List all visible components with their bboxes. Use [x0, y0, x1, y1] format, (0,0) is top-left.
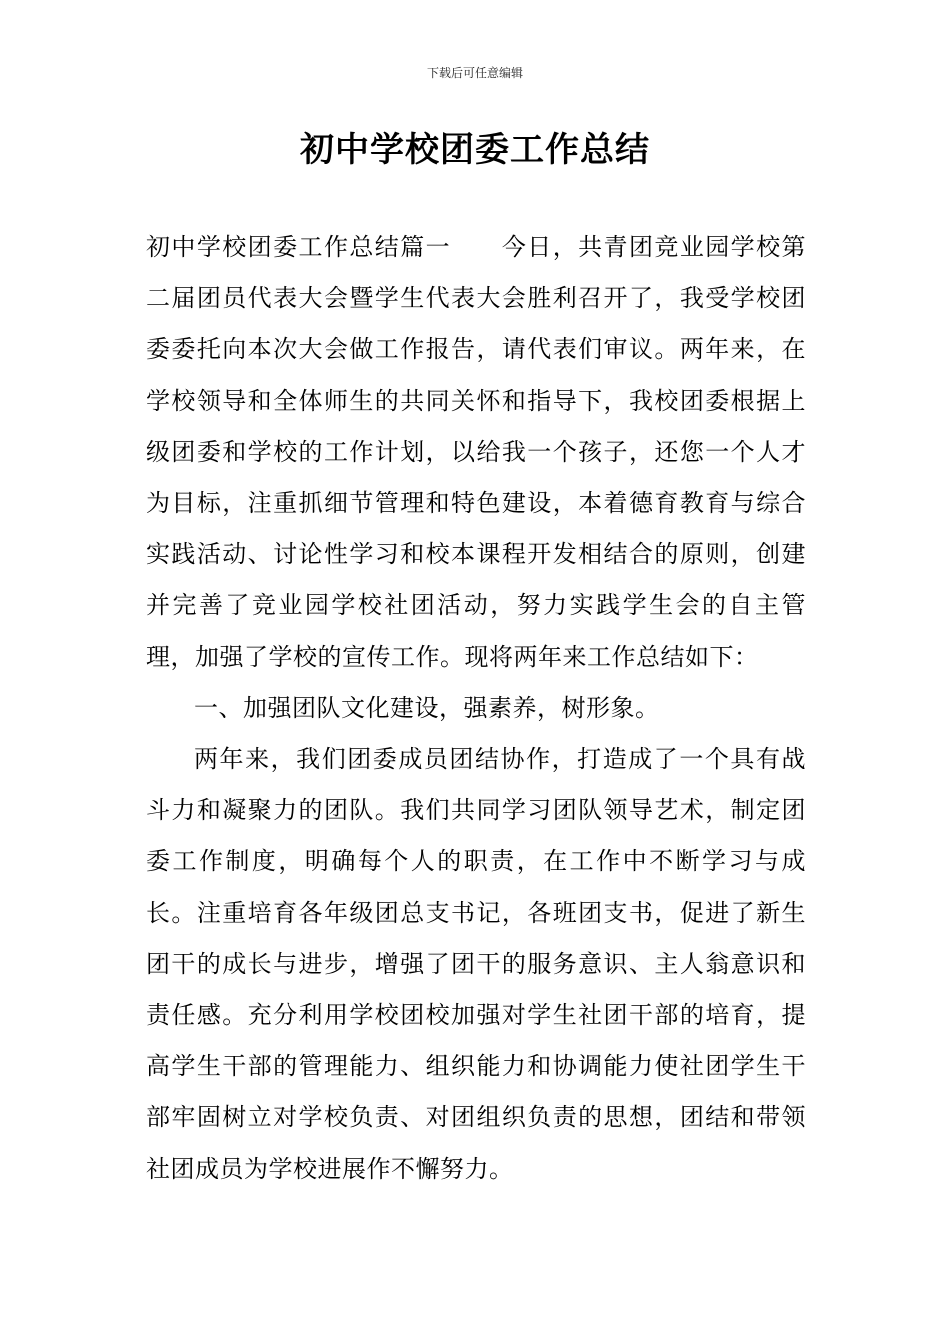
section-heading: 一、加强团队文化建设，强素养，树形象。: [194, 693, 660, 722]
document-body: [146, 222, 806, 1195]
document-title: 初中学校团委工作总结: [300, 130, 650, 170]
header-note: 下载后可任意编辑: [426, 66, 523, 80]
paragraph-team-building: 两年来，我们团委成员团结协作，打造成了一个具有战斗力和凝聚力的团队。我们共同学习团队领导艺术，制定团委工作制度，明确每个人的职责，在工作中不断学习与成长。注重培育各年级团总支书记，各班团支书，促进了新生团干的成长与进步，增强了团干的服务意识、主人翁意识和责任感。充分利用学校团校加强对学生社团干部的培育，提高学生干部的管理能力、组织能力和协调能力使社团学生干部牢固树立对学校负责、对团组织负责的思想，团结和带领社团成员为学校进展作不懈努力。: [146, 745, 806, 1183]
paragraph-intro: 初中学校团委工作总结篇一 今日，共青团竞业园学校第二届团员代表大会暨学生代表大会胜利召开了，我受学校团委委托向本次大会做工作报告，请代表们审议。两年来，在学校领导和全体师生的共同关怀和指导下，我校团委根据上级团委和学校的工作计划，以给我一个孩子，还您一个人才为目标，注重抓细节管理和特色建设，本着德育教育与综合实践活动、讨论性学习和校本课程开发相结合的原则，创建并完善了竞业园学校社团活动，努力实践学生会的自主管理，加强了学校的宣传工作。现将两年来工作总结如下：: [146, 233, 806, 671]
